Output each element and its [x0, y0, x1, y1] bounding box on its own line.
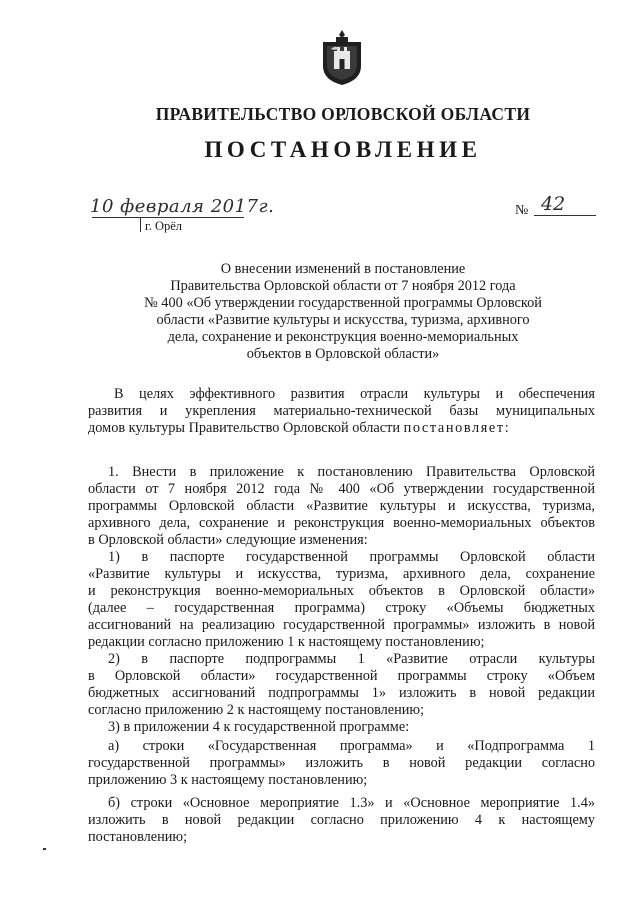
coat-of-arms-icon — [319, 28, 365, 86]
body-line: архивного дела, сохранение и реконструкция военно-мемориальных объектов — [88, 515, 595, 531]
body-line: бюджетных ассигнований подпрограммы 1» изложить в новой редакции — [88, 685, 595, 701]
date-underline — [92, 217, 244, 218]
body-line: области от 7 ноября 2012 года № 400 «Об утверждении государственной — [88, 481, 595, 497]
body-line: в Орловской области» государственной программы строку «Объем — [88, 668, 595, 684]
subject-line: Правительства Орловской области от 7 ноября 2012 года — [170, 278, 516, 294]
subject-block — [0, 261, 640, 363]
body-line: ассигнований на реализацию государственной программы» изложить в новой — [88, 617, 595, 633]
body-line: «Развитие культуры и искусства, туризма, архивного дела, сохранение — [88, 566, 595, 582]
body-line: 1) в паспорте государственной программы Орловской области — [108, 549, 595, 565]
subject-line: дела, сохранение и реконструкция военно-мемориальных — [167, 329, 519, 345]
body-line: 3) в приложении 4 к государственной программе: — [108, 719, 410, 735]
subject-line: О внесении изменений в постановление — [220, 261, 466, 277]
organization-name: ПРАВИТЕЛЬСТВО ОРЛОВСКОЙ ОБЛАСТИ — [155, 104, 531, 124]
preamble-line: В целях эффективного развития отрасли культуры и обеспечения — [114, 386, 595, 402]
body-line: постановлению; — [88, 829, 188, 845]
preamble-line: развития и укрепления материально-технической базы муниципальных — [88, 403, 595, 419]
body-line: б) строки «Основное мероприятие 1.3» и «Основное мероприятие 1.4» — [108, 795, 595, 811]
body-line: 2) в паспорте подпрограммы 1 «Развитие отрасли культуры — [108, 651, 595, 667]
preamble-text: домов культуры Правительство Орловской области — [88, 420, 400, 436]
document-type-title: ПОСТАНОВЛЕНИЕ — [204, 137, 482, 162]
subject-line: области «Развитие культуры и искусства, туризма, архивного — [156, 312, 530, 328]
body-line: а) строки «Государственная программа» и «Подпрограмма 1 — [108, 738, 595, 754]
number-label: № — [515, 203, 529, 218]
body-line: государственной программы» изложить в новой редакции согласно — [88, 755, 595, 771]
body-line: согласно приложению 2 к настоящему постановлению; — [88, 702, 425, 718]
handwritten-number: 42 — [541, 193, 566, 215]
resolution-word: постановляет: — [403, 420, 511, 436]
body-line: программы Орловской области «Развитие культуры и искусства, туризма, — [88, 498, 595, 514]
body-line: 1. Внести в приложение к постановлению Правительства Орловской — [108, 464, 595, 480]
number-underline — [534, 215, 596, 216]
body-line: в Орловской области» следующие изменения: — [88, 532, 368, 548]
body-line: изложить в новой редакции согласно приложению 4 к настоящему — [88, 812, 595, 828]
margin-mark — [43, 848, 46, 850]
city-label: г. Орёл — [145, 219, 183, 233]
subject-line: № 400 «Об утверждении государственной программы Орловской — [144, 295, 542, 311]
body-line: (далее – государственная программа) строку «Объемы бюджетных — [88, 600, 595, 616]
handwritten-date: 10 февраля 2017г. — [90, 196, 275, 217]
body-line: и реконструкция военно-мемориальных объектов в Орловской области» — [88, 583, 595, 599]
preamble-last-line — [88, 420, 595, 437]
body-line: редакции согласно приложению 1 к настоящему постановлению; — [88, 634, 485, 650]
subject-line: объектов в Орловской области» — [246, 346, 440, 362]
body-line: приложению 3 к настоящему постановлению; — [88, 772, 368, 788]
city-divider — [140, 218, 141, 232]
